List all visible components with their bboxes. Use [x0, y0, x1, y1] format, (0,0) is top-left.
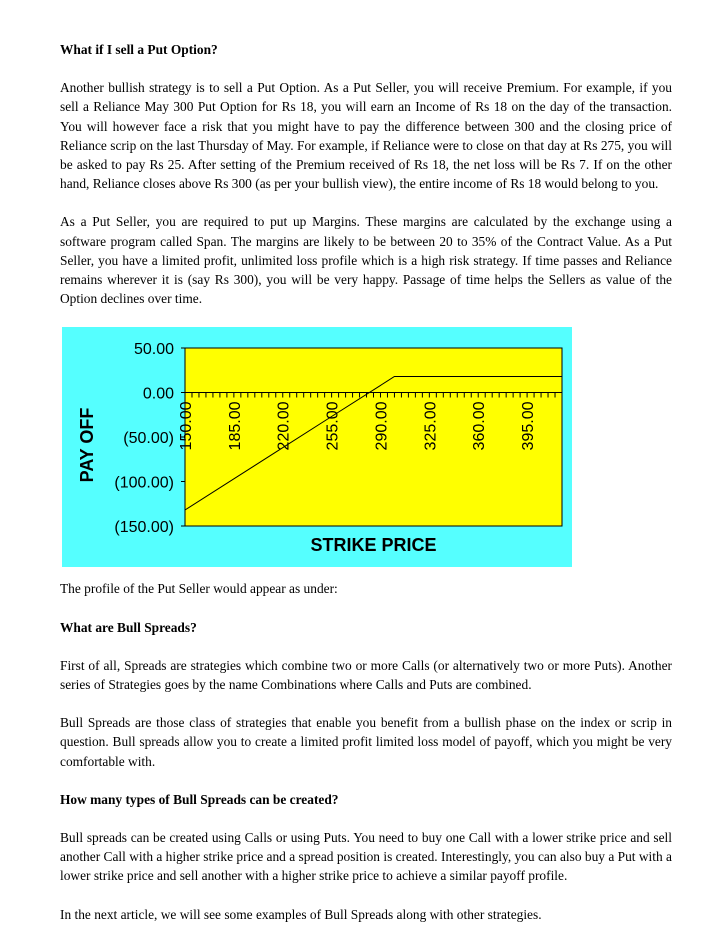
y-tick-label: 0.00: [142, 385, 174, 403]
paragraph: Bull spreads can be created using Calls or using Puts. You need to buy one Call with a lower strike price and sell another Call with a higher strike price and a spread position is created. Interestingly, you can also buy a Put with a lower strike price and sell another with a higher strike price to achieve a similar payoff profile.: [60, 830, 672, 884]
x-tick-label: 290.00: [373, 401, 391, 451]
x-tick-label: 395.00: [520, 401, 538, 451]
paragraph: In the next article, we will see some examples of Bull Spreads along with other strategies.: [60, 906, 542, 922]
x-tick-label: 150.00: [178, 401, 195, 451]
x-tick-label: 325.00: [422, 401, 440, 451]
payoff-chart-svg: [62, 327, 572, 567]
paragraph: Bull Spreads are those class of strategies that enable you benefit from a bullish phase on the index or scrip in question. Bull spreads allow you to create a limited profit limited loss model of payoff, which you might be very comfortable with.: [60, 715, 672, 769]
section-heading: What are Bull Spreads?: [60, 619, 197, 635]
paragraph: As a Put Seller, you are required to put up Margins. These margins are calculated by the exchange using a software program called Span. The margins are likely to be between 20 to 35% of the Contract Value. As a Put Seller, you have a limited profit, unlimited loss profile which is a high risk strategy. If time passes and Reliance remains wherever it is (say Rs 300), you will be very happy. Passage of time helps the Sellers as value of the Option declines over time.: [60, 214, 672, 307]
section-heading: How many types of Bull Spreads can be created?: [60, 791, 339, 807]
y-tick-label: (50.00): [123, 430, 174, 448]
y-tick-label: (100.00): [114, 474, 174, 492]
y-tick-label: (150.00): [114, 519, 174, 537]
x-tick-label: 255.00: [324, 401, 342, 451]
y-tick-label: 50.00: [133, 341, 174, 359]
paragraph: First of all, Spreads are strategies which combine two or more Calls (or alternatively two or more Puts). Another series of Strategies goes by the name Combinations where Calls and Puts are combined.: [60, 657, 672, 693]
x-tick-label: 360.00: [471, 401, 489, 451]
x-tick-label: 220.00: [275, 401, 293, 451]
paragraph: Another bullish strategy is to sell a Put Option. As a Put Seller, you will receive Premium. For example, if you sell a Reliance May 300 Put Option for Rs 18, you will earn an Income of Rs 18 on the day of the transaction. You will however face a risk that you might have to pay the difference between 300 and the closing price of Reliance scrip on the last Thursday of May. For example, if Reliance were to close on that day at Rs 275, you will be asked to pay Rs 25. After setting of the Premium received of Rs 18, the net loss will be Rs 7. If on the other hand, Reliance closes above Rs 300 (as per your bullish view), the entire income of Rs 18 would belong to you.: [60, 80, 672, 192]
x-axis-title: STRIKE PRICE: [310, 535, 437, 556]
x-tick-label: 185.00: [226, 401, 244, 451]
section-heading: What if I sell a Put Option?: [60, 42, 218, 57]
y-axis-title: PAY OFF: [77, 408, 97, 483]
document-page: [60, 40, 672, 943]
chart-caption: The profile of the Put Seller would appear as under:: [60, 581, 338, 597]
payoff-chart: [62, 327, 572, 567]
